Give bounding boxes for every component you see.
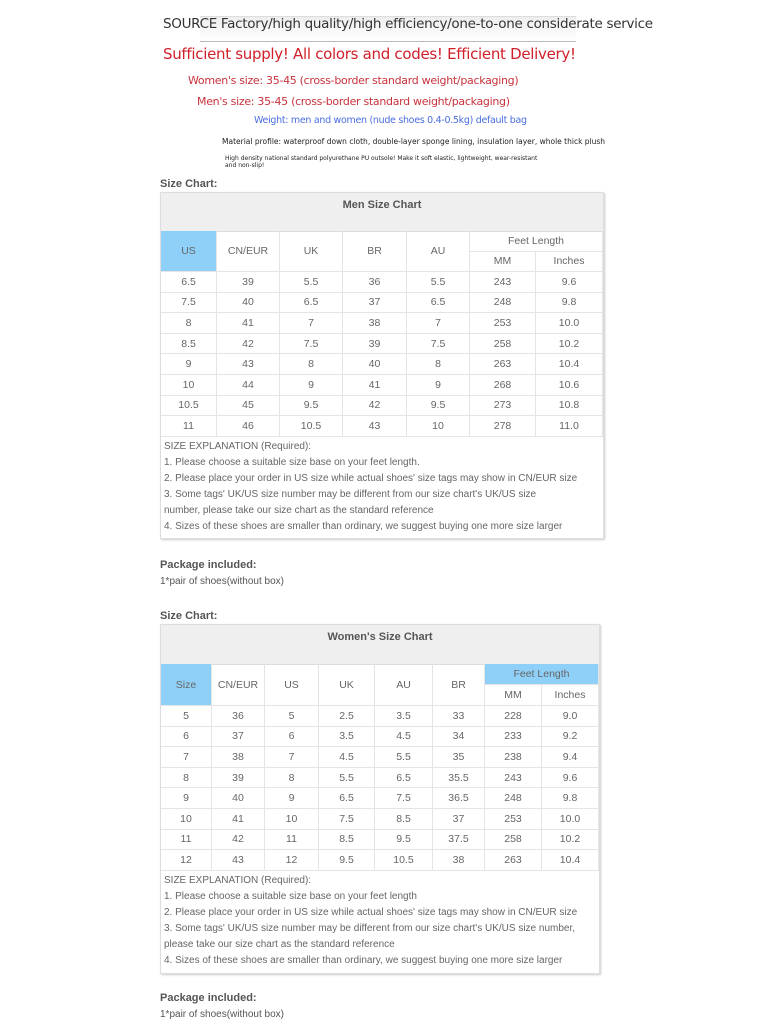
table-cell: 37.5 xyxy=(433,830,485,851)
column-header: MM xyxy=(470,252,536,273)
column-header: US xyxy=(161,231,217,272)
table-cell: 9 xyxy=(161,788,212,809)
table-cell: 39 xyxy=(212,768,265,789)
column-header: CN/EUR xyxy=(212,664,265,706)
table-cell: 5.5 xyxy=(280,272,343,293)
table-cell: 253 xyxy=(470,313,536,334)
column-header: MM xyxy=(485,685,542,706)
table-cell: 9.5 xyxy=(280,396,343,417)
table-cell: 243 xyxy=(485,768,542,789)
table-cell: 34 xyxy=(433,727,485,748)
table-cell: 243 xyxy=(470,272,536,293)
table-cell: 8 xyxy=(280,354,343,375)
explanation-line: 2. Please place your order in US size while actual shoes' size tags may show in CN/EUR size xyxy=(164,472,578,484)
explanation-line: 3. Some tags' UK/US size number may be different from our size chart's UK/US size xyxy=(164,488,537,500)
men-size-chart-label: Size Chart: xyxy=(160,178,218,190)
table-cell: 10.4 xyxy=(536,354,603,375)
table-cell: 40 xyxy=(217,293,280,314)
table-cell: 9.2 xyxy=(542,727,599,748)
table-cell: 9.8 xyxy=(542,788,599,809)
table-cell: 42 xyxy=(212,830,265,851)
explanation-line: 1. Please choose a suitable size base on your feet length xyxy=(164,890,417,902)
table-cell: 35 xyxy=(433,747,485,768)
table-cell: 253 xyxy=(485,809,542,830)
table-cell: 2.5 xyxy=(319,706,375,727)
table-cell: 7.5 xyxy=(161,293,217,314)
table-cell: 10.8 xyxy=(536,396,603,417)
table-cell: 9 xyxy=(407,375,470,396)
table-cell: 36.5 xyxy=(433,788,485,809)
table-cell: 10.5 xyxy=(280,416,343,437)
column-header: Inches xyxy=(536,252,603,273)
table-cell: 35.5 xyxy=(433,768,485,789)
table-cell: 12 xyxy=(265,850,319,871)
table-cell: 36 xyxy=(212,706,265,727)
table-cell: 263 xyxy=(485,850,542,871)
table-cell: 42 xyxy=(217,334,280,355)
table-cell: 7.5 xyxy=(319,809,375,830)
table-cell: 11.0 xyxy=(536,416,603,437)
table-cell: 38 xyxy=(343,313,407,334)
table-cell: 7.5 xyxy=(280,334,343,355)
table-cell: 228 xyxy=(485,706,542,727)
column-header: AU xyxy=(375,664,433,706)
column-header: AU xyxy=(407,231,470,272)
table-cell: 5.5 xyxy=(375,747,433,768)
men-size-note: Men's size: 35-45 (cross-border standard weight/packaging) xyxy=(197,95,510,108)
table-cell: 263 xyxy=(470,354,536,375)
table-cell: 9.4 xyxy=(542,747,599,768)
table-cell: 4.5 xyxy=(319,747,375,768)
table-cell: 8 xyxy=(161,313,217,334)
explanation-line: 4. Sizes of these shoes are smaller than ordinary, we suggest buying one more size larger xyxy=(164,520,563,532)
table-cell: 5.5 xyxy=(407,272,470,293)
table-cell: 10.6 xyxy=(536,375,603,396)
table-cell: 258 xyxy=(470,334,536,355)
men-package-value: 1*pair of shoes(without box) xyxy=(160,576,284,587)
table-cell: 36 xyxy=(343,272,407,293)
feet-length-header: Feet Length xyxy=(470,231,603,252)
table-cell: 39 xyxy=(343,334,407,355)
chart-title: Women's Size Chart xyxy=(161,625,599,665)
size-explanation xyxy=(164,439,577,535)
table-cell: 46 xyxy=(217,416,280,437)
table-cell: 45 xyxy=(217,396,280,417)
table-cell: 7 xyxy=(161,747,212,768)
supply-headline: Sufficient supply! All colors and codes! Efficient Delivery! xyxy=(163,45,576,63)
table-cell: 10.4 xyxy=(542,850,599,871)
column-header: UK xyxy=(319,664,375,706)
table-cell: 10.5 xyxy=(161,396,217,417)
table-cell: 38 xyxy=(433,850,485,871)
table-cell: 9 xyxy=(280,375,343,396)
column-header: Size xyxy=(161,664,212,706)
women-size-chart-label: Size Chart: xyxy=(160,610,218,622)
table-cell: 38 xyxy=(212,747,265,768)
outsole-note-2: and non-slip! xyxy=(225,162,265,169)
table-cell: 6.5 xyxy=(161,272,217,293)
column-header: US xyxy=(265,664,319,706)
table-cell: 9.8 xyxy=(536,293,603,314)
table-cell: 11 xyxy=(161,830,212,851)
table-cell: 11 xyxy=(161,416,217,437)
table-cell: 43 xyxy=(217,354,280,375)
women-size-chart xyxy=(160,624,600,974)
explanation-line: 4. Sizes of these shoes are smaller than ordinary, we suggest buying one more size larger xyxy=(164,954,563,966)
table-cell: 8.5 xyxy=(319,830,375,851)
table-cell: 4.5 xyxy=(375,727,433,748)
table-cell: 5 xyxy=(161,706,212,727)
table-cell: 3.5 xyxy=(319,727,375,748)
table-cell: 8.5 xyxy=(375,809,433,830)
explanation-line: 2. Please place your order in US size while actual shoes' size tags may show in CN/EUR size xyxy=(164,906,578,918)
column-header: BR xyxy=(433,664,485,706)
table-cell: 8.5 xyxy=(161,334,217,355)
feet-length-header: Feet Length xyxy=(485,664,599,685)
table-cell: 37 xyxy=(433,809,485,830)
table-cell: 5.5 xyxy=(319,768,375,789)
table-cell: 39 xyxy=(217,272,280,293)
men-package-label: Package included: xyxy=(160,559,257,571)
women-size-note: Women's size: 35-45 (cross-border standard weight/packaging) xyxy=(188,74,519,87)
table-cell: 33 xyxy=(433,706,485,727)
table-cell: 43 xyxy=(343,416,407,437)
table-cell: 278 xyxy=(470,416,536,437)
table-cell: 9.6 xyxy=(536,272,603,293)
outsole-note xyxy=(225,155,537,169)
column-header: CN/EUR xyxy=(217,231,280,272)
table-cell: 10.2 xyxy=(542,830,599,851)
explanation-line: number, please take our size chart as the standard reference xyxy=(164,504,434,516)
men-size-chart xyxy=(160,192,604,539)
table-cell: 7 xyxy=(280,313,343,334)
table-cell: 10 xyxy=(407,416,470,437)
table-cell: 9.6 xyxy=(542,768,599,789)
table-cell: 6 xyxy=(161,727,212,748)
table-cell: 6.5 xyxy=(375,768,433,789)
column-header: Inches xyxy=(542,685,599,706)
table-cell: 9.5 xyxy=(319,850,375,871)
table-cell: 6.5 xyxy=(319,788,375,809)
table-cell: 9.5 xyxy=(375,830,433,851)
table-cell: 7.5 xyxy=(375,788,433,809)
table-cell: 10.0 xyxy=(536,313,603,334)
table-cell: 268 xyxy=(470,375,536,396)
explanation-line: 3. Some tags' UK/US size number may be different from our size chart's UK/US size number, xyxy=(164,922,576,934)
table-cell: 10 xyxy=(265,809,319,830)
table-cell: 238 xyxy=(485,747,542,768)
table-cell: 7 xyxy=(265,747,319,768)
table-cell: 10.5 xyxy=(375,850,433,871)
column-header: UK xyxy=(280,231,343,272)
table-cell: 8 xyxy=(161,768,212,789)
table-cell: 44 xyxy=(217,375,280,396)
column-header: BR xyxy=(343,231,407,272)
weight-note: Weight: men and women (nude shoes 0.4-0.5kg) default bag xyxy=(254,115,527,126)
table-cell: 9 xyxy=(265,788,319,809)
explanation-line: SIZE EXPLANATION (Required): xyxy=(164,874,312,886)
table-cell: 40 xyxy=(343,354,407,375)
table-cell: 248 xyxy=(485,788,542,809)
explanation-line: SIZE EXPLANATION (Required): xyxy=(164,440,312,452)
table-cell: 248 xyxy=(470,293,536,314)
table-cell: 8 xyxy=(265,768,319,789)
table-cell: 37 xyxy=(212,727,265,748)
chart-title: Men Size Chart xyxy=(161,193,603,232)
table-cell: 12 xyxy=(161,850,212,871)
explanation-line: 1. Please choose a suitable size base on your feet length. xyxy=(164,456,420,468)
table-cell: 233 xyxy=(485,727,542,748)
table-cell: 37 xyxy=(343,293,407,314)
table-cell: 10.2 xyxy=(536,334,603,355)
table-cell: 3.5 xyxy=(375,706,433,727)
table-cell: 43 xyxy=(212,850,265,871)
outsole-note-1: High density national standard polyurethane PU outsole! Make it soft elastic, lightweight, wear-resistant xyxy=(225,155,538,162)
table-cell: 41 xyxy=(212,809,265,830)
table-cell: 5 xyxy=(265,706,319,727)
table-cell: 258 xyxy=(485,830,542,851)
table-cell: 40 xyxy=(212,788,265,809)
explanation-line: please take our size chart as the standard reference xyxy=(164,938,395,950)
table-cell: 273 xyxy=(470,396,536,417)
table-cell: 8 xyxy=(407,354,470,375)
table-cell: 11 xyxy=(265,830,319,851)
women-package-label: Package included: xyxy=(160,992,257,1004)
table-cell: 7 xyxy=(407,313,470,334)
women-package-value: 1*pair of shoes(without box) xyxy=(160,1009,284,1020)
material-note: Material profile: waterproof down cloth, double-layer sponge lining, insulation layer, whole thick plush xyxy=(222,137,606,146)
table-cell: 6.5 xyxy=(280,293,343,314)
table-cell: 10 xyxy=(161,375,217,396)
table-cell: 9.0 xyxy=(542,706,599,727)
table-cell: 10.0 xyxy=(542,809,599,830)
size-explanation xyxy=(164,873,577,969)
table-cell: 7.5 xyxy=(407,334,470,355)
table-cell: 41 xyxy=(343,375,407,396)
table-cell: 42 xyxy=(343,396,407,417)
table-cell: 9.5 xyxy=(407,396,470,417)
table-cell: 9 xyxy=(161,354,217,375)
table-cell: 6.5 xyxy=(407,293,470,314)
headline: SOURCE Factory/high quality/high efficiency/one-to-one considerate service xyxy=(163,16,653,32)
table-cell: 10 xyxy=(161,809,212,830)
table-cell: 41 xyxy=(217,313,280,334)
table-cell: 6 xyxy=(265,727,319,748)
